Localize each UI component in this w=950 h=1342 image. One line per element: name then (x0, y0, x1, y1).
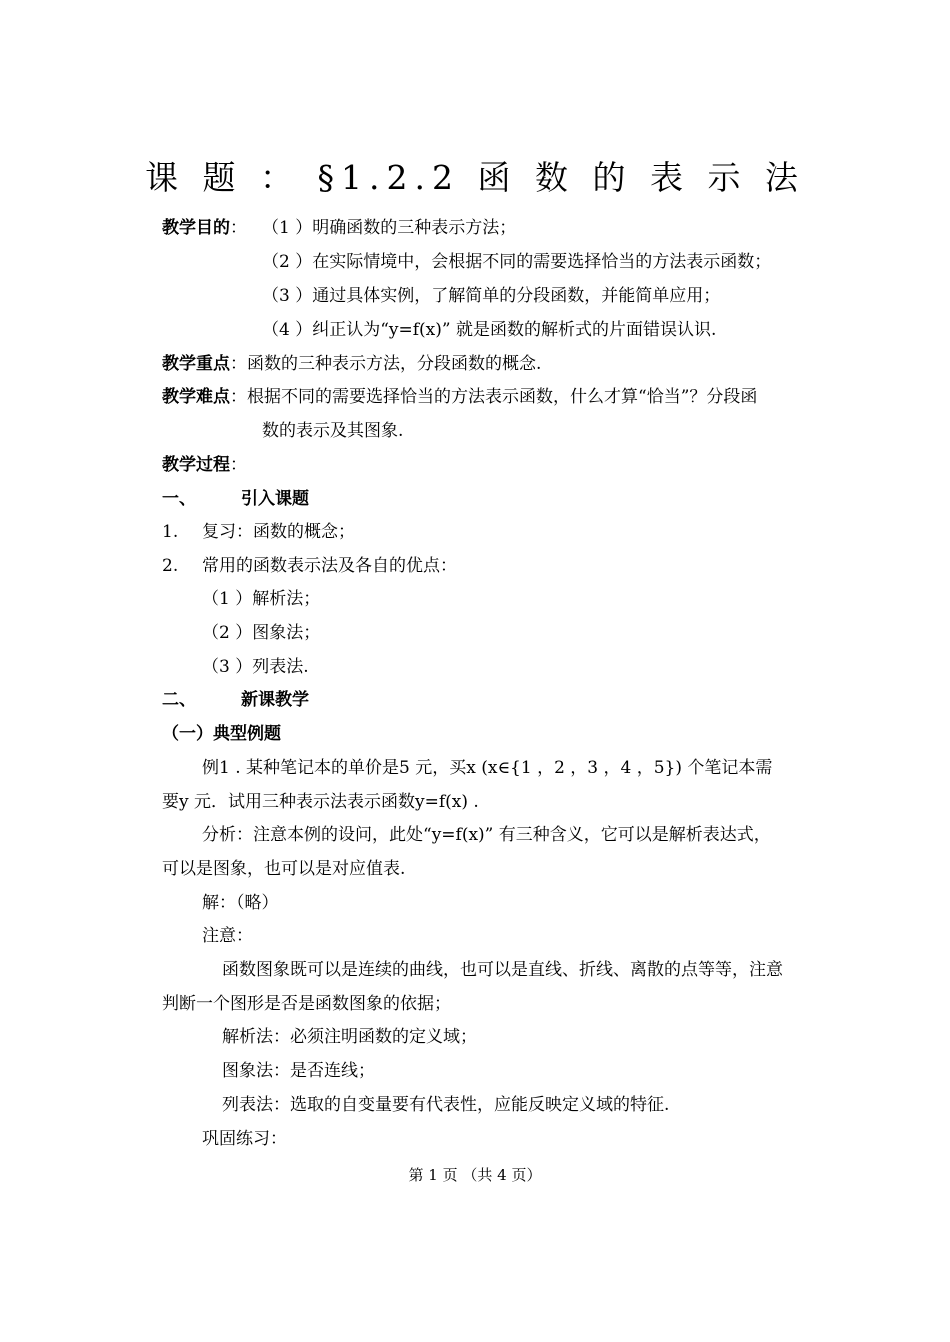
difficulties-line-1: ：根据不同的需要选择恰当的方法表示函数，什么才算“恰当”？分段函 (230, 387, 758, 407)
section-1-number: 一、 (162, 489, 196, 509)
objective-item-2: （2 ）在实际情境中，会根据不同的需要选择恰当的方法表示函数； (262, 252, 772, 272)
objectives-label: 教学目的 (162, 218, 230, 238)
example-line-2: 要y 元．试用三种表示法表示函数y=f(x) . (162, 792, 479, 812)
list-item-number: 2. (162, 556, 179, 576)
objective-item-3: （3 ）通过具体实例，了解简单的分段函数，并能简单应用； (262, 286, 721, 306)
section-2-number: 二、 (162, 690, 196, 710)
objective-item-1: （1 ）明确函数的三种表示方法； (262, 218, 517, 238)
objective-item-4: （4 ）纠正认为“y=f(x)” 就是函数的解析式的片面错误认识. (262, 320, 717, 340)
difficulties-label: 教学难点 (162, 387, 230, 407)
notes-item-table: 列表法：选取的自变量要有代表性，应能反映定义域的特征. (222, 1095, 670, 1115)
notes-label: 注意： (202, 926, 253, 946)
sub-item-table: （3 ）列表法. (202, 657, 309, 677)
subsection-heading: （一）典型例题 (162, 724, 281, 744)
key-points-row (162, 352, 541, 376)
notes-line-1: 函数图象既可以是连续的曲线，也可以是直线、折线、离散的点等等，注意 (222, 960, 783, 980)
example-line-1: 例1 . 某种笔记本的单价是5 元，买x (x∈{1 ，2 ，3 ，4 ，5}) 个笔记本需 (202, 758, 773, 778)
process-label: 教学过程 (162, 455, 230, 475)
notes-item-graph: 图象法：是否连线； (222, 1061, 375, 1081)
objectives-row (162, 216, 247, 240)
page-footer: 第 1 页 （共 4 页） (408, 1166, 542, 1184)
analysis-line-1: 分析：注意本例的设问，此处“y=f(x)” 有三种含义，它可以是解析表达式， (202, 825, 771, 845)
list-item-number: 1. (162, 522, 179, 542)
sub-item-analytic: （1 ）解析法； (202, 589, 321, 609)
difficulties-row (162, 385, 757, 409)
practice-label: 巩固练习： (202, 1129, 287, 1149)
key-points-label: 教学重点 (162, 354, 230, 374)
list-item-text: 常用的函数表示法及各自的优点： (202, 556, 457, 576)
process-colon: ： (230, 455, 247, 475)
section-1-heading: 引入课题 (241, 489, 309, 509)
list-item-text: 复习：函数的概念； (202, 522, 355, 542)
section-2-heading: 新课教学 (241, 690, 309, 710)
sub-item-graph: （2 ）图象法； (202, 623, 321, 643)
notes-item-analytic: 解析法：必须注明函数的定义域； (222, 1027, 477, 1047)
objectives-colon: ： (230, 218, 247, 238)
process-row (162, 453, 247, 477)
notes-line-2: 判断一个图形是否是函数图象的依据； (162, 994, 451, 1014)
page-title: 课 题 ： §1.2.2 函 数 的 表 示 法 (145, 158, 805, 197)
solution-line: 解：（略） (202, 893, 279, 913)
analysis-line-2: 可以是图象，也可以是对应值表. (162, 859, 406, 879)
key-points-text: ：函数的三种表示方法，分段函数的概念. (230, 354, 542, 374)
difficulties-line-2: 数的表示及其图象. (262, 421, 404, 441)
